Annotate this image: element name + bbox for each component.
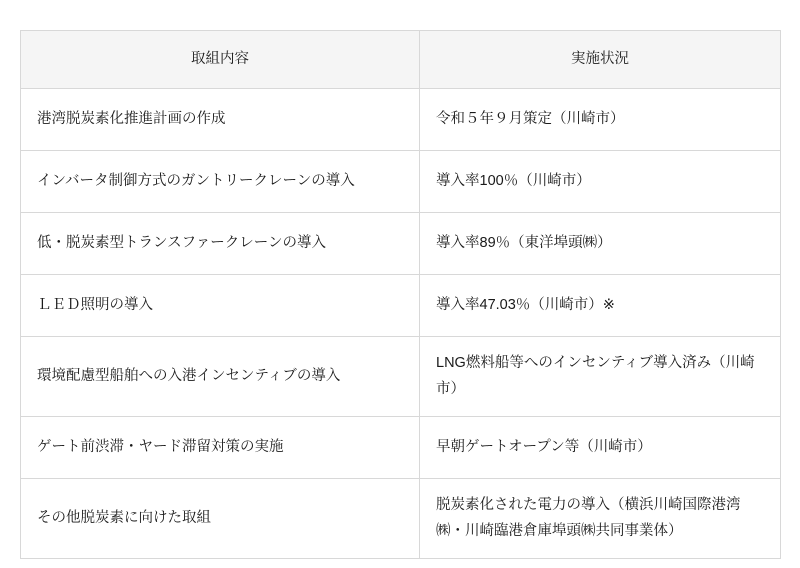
table-row [21,417,781,479]
cell-status-text: 導入率47.03％（川崎市）※ [436,297,615,314]
cell-status-text: 令和５年９月策定（川崎市） [436,111,625,128]
cell-measure [21,213,420,275]
table-row [21,89,781,151]
table-row [21,213,781,275]
cell-status [420,151,781,213]
cell-measure-text: ＬＥＤ照明の導入 [37,297,153,314]
cell-status [420,89,781,151]
table-row [21,275,781,337]
table-row [21,151,781,213]
cell-status [420,337,781,417]
cell-measure [21,275,420,337]
table-row [21,479,781,559]
cell-measure [21,417,420,479]
cell-measure [21,337,420,417]
cell-status-text: LNG燃料船等へのインセンティブ導入済み（川崎市） [436,355,755,397]
table-header-row [21,31,781,89]
table-container [20,30,780,559]
cell-measure-text: インバータ制御方式のガントリークレーンの導入 [37,173,355,190]
cell-measure [21,151,420,213]
column-header-measure-label: 取組内容 [191,51,249,67]
column-header-status [420,31,781,89]
cell-measure [21,479,420,559]
cell-status [420,479,781,559]
cell-measure [21,89,420,151]
cell-status-text: 導入率89％（東洋埠頭㈱） [436,235,612,252]
table-header [21,31,781,89]
cell-measure-text: ゲート前渋滞・ヤード滞留対策の実施 [37,438,284,455]
cell-status-text: 導入率100％（川崎市） [436,173,591,190]
cell-measure-text: 低・脱炭素型トランスファークレーンの導入 [37,235,326,252]
column-header-status-label: 実施状況 [571,51,629,67]
cell-status [420,275,781,337]
initiatives-table [20,30,781,559]
cell-status [420,417,781,479]
table-body [21,89,781,559]
column-header-measure [21,31,420,89]
cell-status-text: 脱炭素化された電力の導入（横浜川崎国際港湾㈱・川崎臨港倉庫埠頭㈱共同事業体） [436,497,741,539]
table-row [21,337,781,417]
cell-status-text: 早朝ゲートオープン等（川崎市） [436,438,652,455]
cell-measure-text: 港湾脱炭素化推進計画の作成 [37,111,226,128]
cell-status [420,213,781,275]
cell-measure-text: その他脱炭素に向けた取組 [37,509,211,526]
cell-measure-text: 環境配慮型船舶への入港インセンティブの導入 [37,368,341,385]
